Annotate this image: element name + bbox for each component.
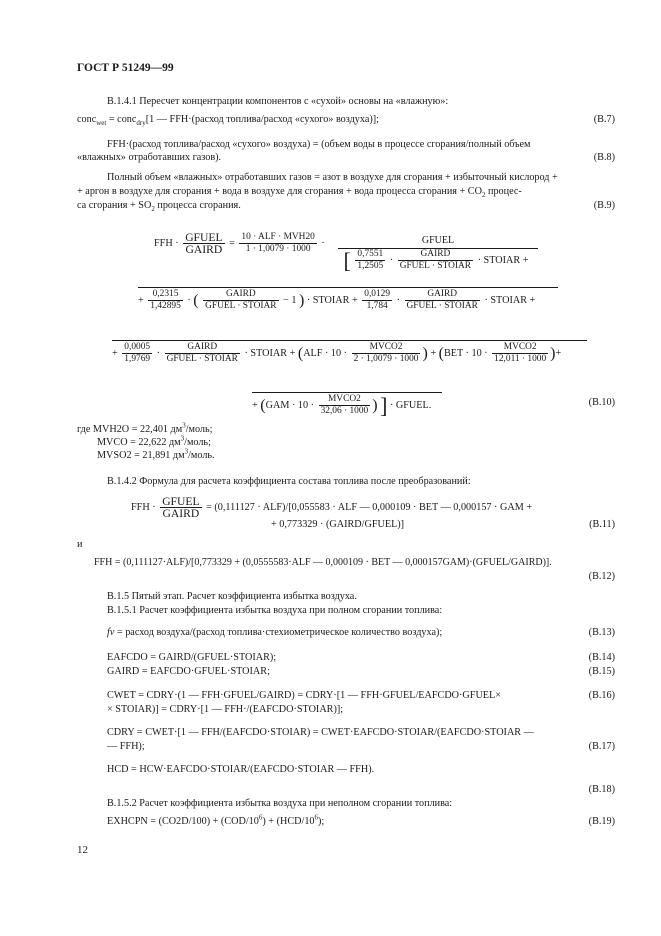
overline-row2 [138, 287, 558, 288]
document-header: ГОСТ Р 51249—99 [77, 62, 174, 74]
formula-b10-row1-left: FFH · $\frac{\text{GFUEL}}{\text{GAIRD}}$ = $\frac{\text{10 · ALF · MVH20}}{1 \cdot 1,0079 \cdot 1000}$ · [154, 231, 325, 256]
formula-b10-row2: + $\frac{0,2315}{1,42895}$ · ( $\frac{\text{GAIRD}}{\text{GFUEL · STOIAR}}$ − 1 ) · STOIAR + $\frac{0,0129}{1,784}$ · $\frac{\text{GAIRD}}{\text{GFUEL · STOIAR}}$ · STOIAR + [138, 289, 536, 311]
overline-row3 [112, 340, 587, 341]
ref-b17: (В.17) [588, 741, 615, 752]
ref-b16: (В.16) [588, 690, 615, 701]
formula-b10-row3: + $\frac{0,0005}{1,9769}$ · $\frac{\text{GAIRD}}{\text{GFUEL · STOIAR}}$ · STOIAR + (ALF · 10 · $\frac{\text{MVCO2}}{2 \cdot 1,0079 \cdot 1000}$ ) + (BET · 10 · $\frac{\text{MVCO2}}{12,011 \cdot 1000}$ )+ [112, 342, 562, 364]
ref-b18: (В.18) [588, 784, 615, 795]
section-title-b151: В.1.5.1 Расчет коэффициента избытка воздуха при полном сгорании топлива: [107, 605, 443, 616]
and-word: и [77, 539, 83, 550]
formula-b18: HCD = HCW·EAFCDO·STOIAR/(EAFCDO·STOIAR — FFH). [107, 764, 375, 775]
formula-b12: FFH = (0,111127·ALF)/[0,773329 + (0,0555583·ALF — 0,000109 · BET — 0,000157GAM)·(GFUEL/GAIRD)]. [94, 557, 552, 568]
formula-b11-line2: + 0,773329 · (GAIRD/GFUEL)] [271, 519, 405, 530]
where-mvh2o: где MVH2O = 22,401 $дм^3$/моль; [77, 421, 213, 435]
formula-b16-line2: × STOIAR)] = CDRY·[1 — FFH·/(EAFCDO·STOIAR)]; [107, 704, 344, 715]
ref-b15: (В.15) [588, 666, 615, 677]
formula-b14: EAFCDO = GAIRD/(GFUEL·STOIAR); [107, 652, 277, 663]
ref-b13: (В.13) [588, 627, 615, 638]
formula-b17-line2: — FFH); [107, 741, 145, 752]
formula-b10-row4: + (GAM · 10 · $\frac{\text{MVCO2}}{32,06 \cdot 1000}$ ) ] · GFUEL. [252, 393, 432, 418]
ref-b19: (В.19) [588, 816, 615, 827]
ref-b12: (В.12) [588, 571, 615, 582]
ref-b7: (В.7) [593, 114, 615, 125]
ref-b14: (В.14) [588, 652, 615, 663]
formula-b17-line1: CDRY = CWET·[1 — FFH/(EAFCDO·STOIAR) = CWET·EAFCDO·STOIAR/(EAFCDO·STOIAR — [107, 727, 534, 738]
formula-b8-line1: FFH·(расход топлива/расход «сухого» воздуха) = (объем воды в процессе сгорания/полный объем [107, 139, 531, 150]
where-mvso2: MVSO2 = 21,891 $дм^3$/моль. [97, 447, 215, 461]
formula-b9-line3: са сгорания + $SO_2$ процесса сгорания. [77, 200, 241, 214]
page-number: 12 [77, 844, 88, 856]
formula-b19: EXHCPN = $(CO2D/100) + (COD/10^6) + (HCD/10^6)$; [107, 813, 325, 827]
ref-b9: (В.9) [593, 200, 615, 211]
formula-b13: fv = расход воздуха/(расход топлива·стехиометрическое количество воздуха); [107, 627, 443, 638]
overline-row4 [252, 392, 442, 393]
formula-b11-line1: FFH · $\frac{\text{GFUEL}}{\text{GAIRD}}$ = (0,111127 · ALF)/[0,055583 · ALF — 0,000109 · BET — 0,000157 · GAM + [131, 495, 533, 520]
formula-b9-line2: + аргон в воздухе для сгорания + вода в воздухе для сгорания + вода процесса сгорания + $CO_2$ процес- [77, 186, 522, 200]
formula-b9-line1: Полный объем «влажных» отработавших газов = азот в воздухе для сгорания + избыточный кислород + [107, 172, 558, 183]
formula-b10-big-fraction: GFUEL [ $\frac{0,7551}{1,2505}$ · $\frac{\text{GAIRD}}{\text{GFUEL · STOIAR}}$ · STOIAR + [338, 234, 538, 272]
formula-b8-line2: «влажных» отработавших газов). [77, 152, 222, 163]
section-title-b15: В.1.5 Пятый этап. Расчет коэффициента избытка воздуха. [107, 591, 357, 602]
ref-b10: (В.10) [588, 397, 615, 408]
formula-b15: GAIRD = EAFCDO·GFUEL·STOIAR; [107, 666, 270, 677]
formula-b16-line1: CWET = CDRY·(1 — FFH·GFUEL/GAIRD) = CDRY·[1 — FFH·GFUEL/EAFCDO·GFUEL× [107, 690, 501, 701]
section-title-b152: В.1.5.2 Расчет коэффициента избытка воздуха при неполном сгорании топлива: [107, 798, 453, 809]
ref-b11: (В.11) [589, 519, 615, 530]
bracket-open: [ [343, 248, 351, 273]
section-title-b141: В.1.4.1 Пересчет концентрации компонентов с «сухой» основы на «влажную»: [107, 96, 449, 107]
where-mvco: MVCO = 22,622 $дм^3$/моль; [97, 434, 211, 448]
section-title-b142: В.1.4.2 Формула для расчета коэффициента состава топлива после преобразований: [107, 476, 471, 487]
big-fraction-numerator: GFUEL [421, 235, 455, 246]
formula-b7: conc$_{wet}$ = conc$_{dry}$[1 — FFH·(расход топлива/расход «сухого» воздуха)]; [77, 114, 379, 128]
ref-b8: (В.8) [593, 152, 615, 163]
